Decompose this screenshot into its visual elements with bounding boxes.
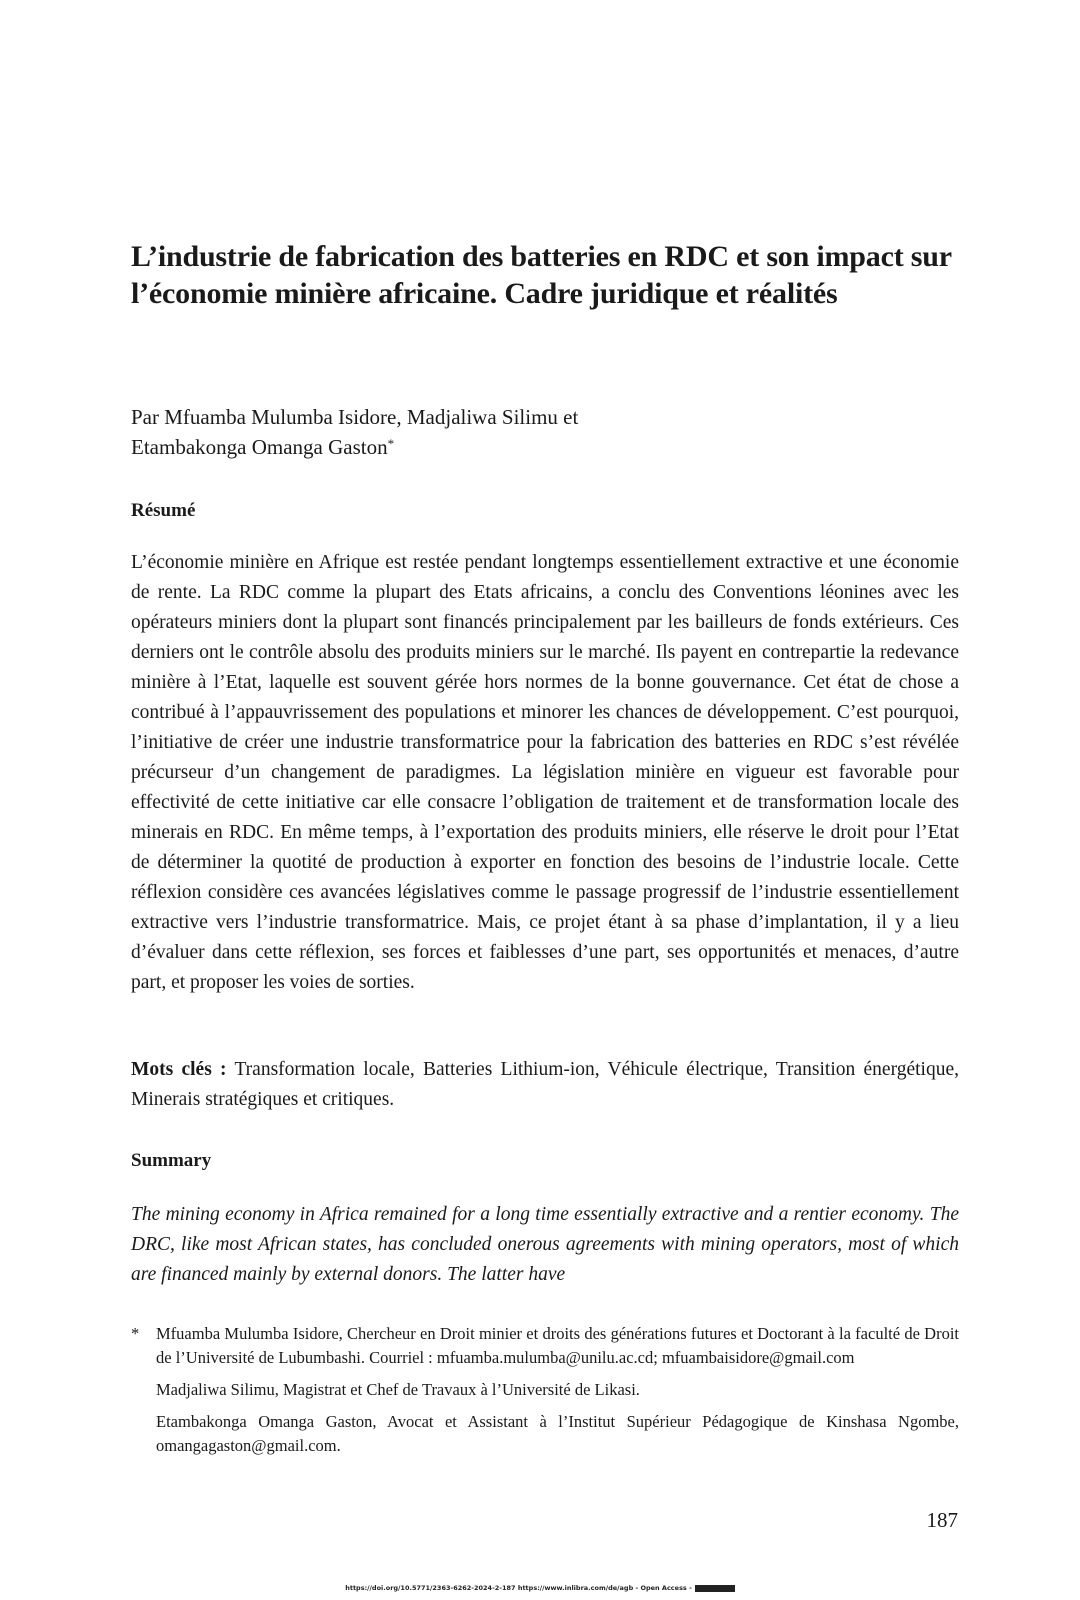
author-list [131, 402, 959, 462]
keywords-paragraph [131, 1055, 959, 1115]
footnote-1-text: Mfuamba Mulumba Isidore, Chercheur en Droit minier et droits des générations futures et Doctorant à la faculté de Droit de l’Université de Lubumbashi. Courriel : mfuamba.mulumba@unilu.ac.cd; mfuambaisidore@gmail.com [156, 1324, 959, 1367]
doi-footer [0, 1584, 1080, 1592]
license-badge-icon [695, 1585, 735, 1592]
article-title: L’industrie de fabrication des batteries en RDC et son impact sur l’économie minière africaine. Cadre juridique et réalités [131, 240, 952, 310]
authors-line-1: Par Mfuamba Mulumba Isidore, Madjaliwa Silimu et [131, 405, 579, 429]
resume-heading: Résumé [131, 500, 196, 521]
resume-text: L’économie minière en Afrique est restée pendant longtemps essentiellement extractive et une économie de rente. La RDC comme la plupart des Etats africains, a conclu des Conventions léonines avec les opérateurs miniers dont la plupart sont financés principalement par les bailleurs de fonds extérieurs. Ces derniers ont le contrôle absolu des produits miniers sur le marché. Ils payent en contrepartie la redevance minière à l’Etat, laquelle est souvent gérée hors normes de la bonne gouvernance. Cet état de chose a contribué à l’appauvrissement des populations et minorer les chances de développement. C’est pourquoi, l’initiative de créer une industrie transformatrice pour la fabrication des batteries en RDC s’est révélée précurseur d’un changement de paradigmes. La législation minière en vigueur est favorable pour effectivité de cette initiative car elle consacre l’obligation de traitement et de transformation locale des minerais en RDC. En même temps, à l’exportation des produits miniers, elle réserve le droit pour l’Etat de déterminer la quotité de production à exporter en fonction des besoins de l’industrie locale. Cette réflexion considère ces avancées législatives comme le passage progressif de l’industrie essentiellement extractive vers l’industrie transformatrice. Mais, ce projet étant à sa phase d’implantation, il y a lieu d’évaluer dans cette réflexion, ses forces et faiblesses d’une part, ses opportunités et menaces, d’autre part, et proposer les voies de sorties. [131, 552, 959, 993]
footnote-2-text: Madjaliwa Silimu, Magistrat et Chef de Travaux à l’Université de Likasi. [156, 1380, 640, 1399]
footnote-1 [131, 1322, 959, 1370]
footnote-mark: * [131, 1324, 140, 1343]
doi-link[interactable]: https://doi.org/10.5771/2363-6262-2024-2-187 https://www.inlibra.com/de/agb - Open Access - [345, 1584, 692, 1592]
footnotes [131, 1322, 959, 1466]
authors-line-2 [131, 432, 959, 462]
footnote-3-text: Etambakonga Omanga Gaston, Avocat et Assistant à l’Institut Supérieur Pédagogique de Kinshasa Ngombe, omangagaston@gmail.com. [156, 1412, 959, 1455]
footnote-3 [131, 1410, 959, 1458]
summary-text: The mining economy in Africa remained for a long time essentially extractive and a rentier economy. The DRC, like most African states, has concluded onerous agreements with mining operators, most of which are financed mainly by external donors. The latter have [131, 1204, 959, 1285]
page-number: 187 [926, 1508, 958, 1532]
summary-heading: Summary [131, 1150, 212, 1171]
keywords-list: Transformation locale, Batteries Lithium-ion, Véhicule électrique, Transition énergétique, Minerais stratégiques et critiques. [131, 1059, 959, 1110]
footnote-2 [131, 1378, 959, 1402]
author-footnote-mark: * [387, 436, 395, 451]
authors-line-2-text: Etambakonga Omanga Gaston [131, 435, 388, 459]
keywords-label: Mots clés : [131, 1059, 227, 1080]
